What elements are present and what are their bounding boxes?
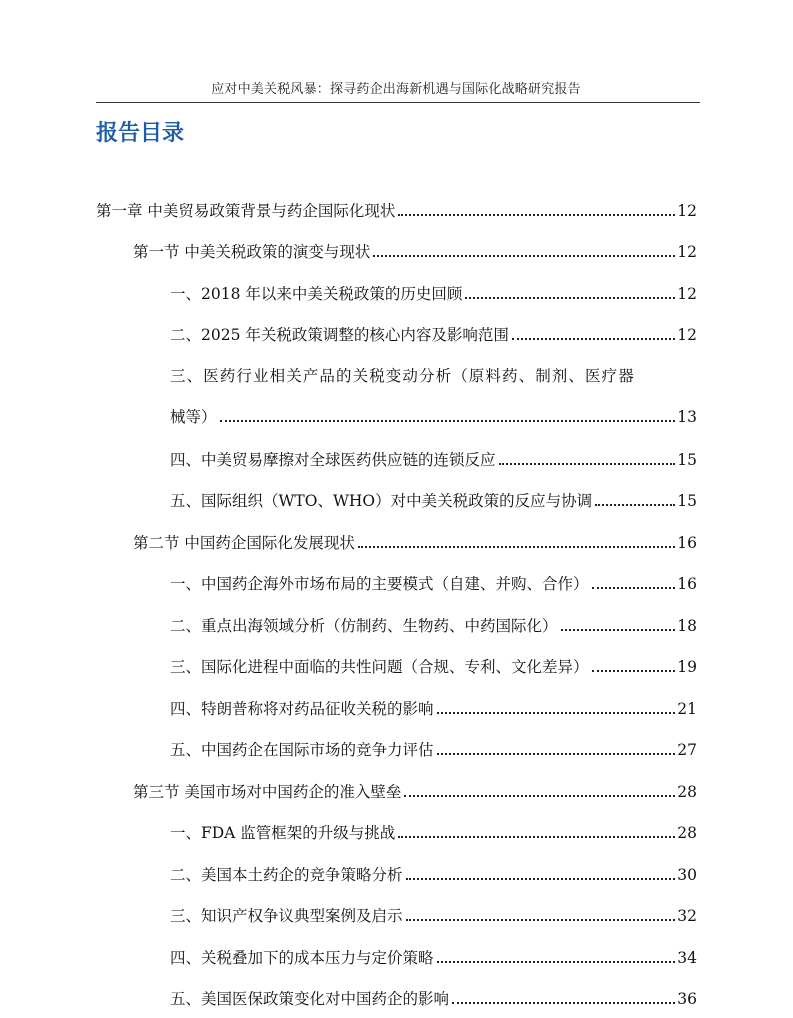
toc-item-2-3[interactable] [170,654,697,678]
dot-leader [561,629,676,631]
dot-leader [592,670,676,672]
toc-item-2-2[interactable] [170,613,697,637]
toc-entry-title: 五、中国药企在国际市场的竞争力评估 [170,741,434,759]
dot-leader [512,338,675,340]
toc-page-number: 28 [677,783,697,801]
toc-page-number: 15 [677,451,697,469]
toc-page-number: 12 [677,326,697,344]
dot-leader [592,587,676,589]
toc-entry-title: 二、重点出海领域分析（仿制药、生物药、中药国际化） [170,617,558,635]
toc-item-3-1[interactable] [170,820,697,844]
toc-item-1-3-line1[interactable]: 三、医药行业相关产品的关税变动分析（原料药、制剂、医疗器 [170,367,635,385]
toc-item-1-3[interactable] [170,404,697,428]
dot-leader [373,255,675,257]
toc-page-number: 28 [677,824,697,842]
toc-entry-title: 二、美国本土药企的竞争策略分析 [170,866,403,884]
dot-leader [358,546,675,548]
toc-item-1-4[interactable] [170,447,697,471]
toc-page-number: 27 [677,741,697,759]
toc-page-number: 32 [677,907,697,925]
toc-item-1-2[interactable] [170,322,697,346]
dot-leader [437,712,676,714]
toc-page-number: 12 [677,202,697,220]
toc-entry-title: 第三节 美国市场对中国药企的准入壁垒 [133,783,402,801]
dot-leader [398,836,675,838]
toc-page-number: 12 [677,243,697,261]
toc-page-number: 12 [677,285,697,303]
dot-leader [437,753,676,755]
toc-section-3[interactable] [133,779,697,803]
toc-entry-title: 一、中国药企海外市场布局的主要模式（自建、并购、合作） [170,575,589,593]
toc-item-3-2[interactable] [170,862,697,886]
toc-entry-title: 第一节 中美关税政策的演变与现状 [133,243,371,261]
toc-entry-title: 四、中美贸易摩擦对全球医药供应链的连锁反应 [170,451,496,469]
toc-item-2-1[interactable] [170,571,697,595]
toc-page-number: 15 [677,492,697,510]
toc-entry-title: 三、知识产权争议典型案例及启示 [170,907,403,925]
dot-leader [499,463,676,465]
toc-chapter-1[interactable] [96,198,697,222]
toc-page-number: 34 [677,949,697,967]
toc-page-number: 19 [677,658,697,676]
toc-item-2-5[interactable] [170,737,697,761]
toc-item-1-1[interactable] [170,281,697,305]
toc-entry-title: 第二节 中国药企国际化发展现状 [133,534,355,552]
toc-item-3-4[interactable] [170,945,697,969]
toc-page-number: 13 [677,408,697,426]
toc-entry-title: 五、国际组织（WTO、WHO）对中美关税政策的反应与协调 [170,492,593,510]
dot-leader [452,1002,675,1004]
dot-leader [398,214,675,216]
toc-entry-title: 五、美国医保政策变化对中国药企的影响 [170,990,450,1008]
toc-entry-title: 四、特朗普称将对药品征收关税的影响 [170,700,434,718]
toc-entry-title: 一、2018 年以来中美关税政策的历史回顾 [170,285,463,303]
toc-entry-title: 三、国际化进程中面临的共性问题（合规、专利、文化差异） [170,658,589,676]
dot-leader [406,878,676,880]
toc-entry-title: 第一章 中美贸易政策背景与药企国际化现状 [96,202,396,220]
toc-section-2[interactable] [133,530,697,554]
toc-page-number: 30 [677,866,697,884]
running-header: 应对中美关税风暴：探寻药企出海新机遇与国际化战略研究报告 [211,82,581,97]
dot-leader [404,795,675,797]
toc-title: 报告目录 [96,121,185,146]
toc-item-3-5[interactable] [170,986,697,1010]
toc-page-number: 36 [677,990,697,1008]
toc-entry-title: 械等） [170,408,217,426]
dot-leader [406,919,676,921]
dot-leader [437,961,676,963]
toc-page-number: 21 [677,700,697,718]
toc-entry-title: 四、关税叠加下的成本压力与定价策略 [170,949,434,967]
toc-section-1[interactable] [133,239,697,263]
toc-item-2-4[interactable] [170,696,697,720]
toc-page-number: 16 [677,534,697,552]
toc-item-1-5[interactable] [170,488,697,512]
toc-entry-title: 二、2025 年关税政策调整的核心内容及影响范围 [170,326,509,344]
toc-page-number: 16 [677,575,697,593]
toc-item-3-3[interactable] [170,903,697,927]
toc-entry-title: 一、FDA 监管框架的升级与挑战 [170,824,396,842]
toc-page-number: 18 [677,617,697,635]
dot-leader [220,420,676,422]
dot-leader [465,297,675,299]
dot-leader [595,504,675,506]
